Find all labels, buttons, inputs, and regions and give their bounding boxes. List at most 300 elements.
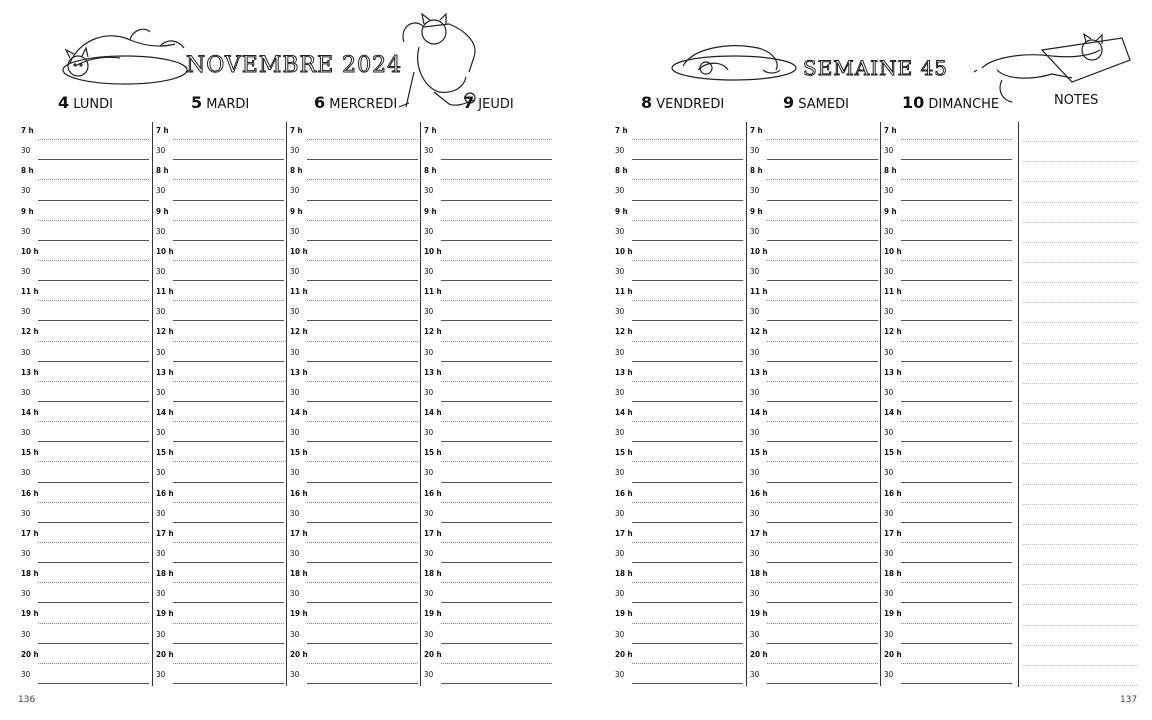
time-slot[interactable] — [153, 444, 285, 464]
time-slot[interactable] — [612, 626, 744, 646]
time-slot[interactable] — [18, 142, 150, 162]
time-slot[interactable] — [421, 404, 553, 424]
time-slot[interactable] — [421, 283, 553, 303]
writing-line — [173, 179, 284, 180]
time-label: 30 — [884, 387, 894, 397]
time-label: 13 h — [21, 367, 39, 377]
writing-line — [901, 341, 1012, 342]
time-slot[interactable] — [421, 344, 553, 364]
time-slot[interactable] — [287, 646, 419, 666]
time-label: 30 — [750, 146, 760, 156]
time-label: 10 h — [424, 246, 442, 256]
day-column-mercredi — [286, 122, 419, 686]
time-slot[interactable] — [747, 505, 879, 525]
time-slot[interactable] — [421, 122, 553, 142]
time-slot[interactable] — [153, 565, 285, 585]
time-slot[interactable] — [18, 464, 150, 484]
time-slot[interactable] — [287, 243, 419, 263]
time-slot[interactable] — [153, 545, 285, 565]
time-slot[interactable] — [18, 404, 150, 424]
time-slot[interactable] — [287, 203, 419, 223]
time-label: 19 h — [156, 609, 174, 619]
writing-line — [173, 562, 284, 563]
notes-line — [1023, 485, 1137, 505]
time-slot[interactable] — [153, 223, 285, 243]
time-slot[interactable] — [421, 585, 553, 605]
time-slot[interactable] — [421, 505, 553, 525]
time-slot[interactable] — [153, 585, 285, 605]
notes-line — [1023, 605, 1137, 625]
day-number: 7 — [463, 93, 475, 112]
time-label: 14 h — [615, 407, 633, 417]
time-slot[interactable] — [421, 182, 553, 202]
writing-line — [307, 280, 418, 281]
time-label: 30 — [750, 669, 760, 679]
time-slot[interactable] — [421, 444, 553, 464]
writing-line — [901, 220, 1012, 221]
writing-line — [173, 461, 284, 462]
writing-line — [38, 482, 149, 483]
notes-line — [1023, 545, 1137, 565]
time-label: 15 h — [21, 448, 39, 458]
time-label: 12 h — [156, 327, 174, 337]
time-slot[interactable] — [747, 203, 879, 223]
time-slot[interactable] — [747, 444, 879, 464]
time-slot[interactable] — [287, 424, 419, 444]
time-slot[interactable] — [18, 646, 150, 666]
writing-line — [307, 220, 418, 221]
time-slot[interactable] — [747, 485, 879, 505]
time-slot[interactable] — [153, 344, 285, 364]
time-slot[interactable] — [747, 142, 879, 162]
time-slot[interactable] — [747, 384, 879, 404]
time-label: 30 — [884, 146, 894, 156]
time-slot[interactable] — [421, 384, 553, 404]
time-slot[interactable] — [153, 142, 285, 162]
time-slot[interactable] — [18, 666, 150, 686]
time-slot[interactable] — [747, 223, 879, 243]
time-label: 18 h — [424, 569, 442, 579]
time-slot[interactable] — [612, 404, 744, 424]
time-slot[interactable] — [18, 585, 150, 605]
time-slot[interactable] — [881, 182, 1013, 202]
time-slot[interactable] — [421, 605, 553, 625]
time-slot[interactable] — [287, 323, 419, 343]
day-number: 9 — [783, 93, 795, 112]
time-slot[interactable] — [421, 545, 553, 565]
time-slot[interactable] — [747, 182, 879, 202]
time-slot[interactable] — [153, 323, 285, 343]
time-slot[interactable] — [153, 263, 285, 283]
time-slot[interactable] — [612, 162, 744, 182]
time-slot[interactable] — [421, 323, 553, 343]
time-slot[interactable] — [287, 404, 419, 424]
time-slot[interactable] — [747, 605, 879, 625]
time-slot[interactable] — [881, 545, 1013, 565]
writing-line — [307, 179, 418, 180]
time-slot[interactable] — [747, 666, 879, 686]
time-slot[interactable] — [153, 404, 285, 424]
time-slot[interactable] — [612, 666, 744, 686]
time-slot[interactable] — [18, 505, 150, 525]
time-slot[interactable] — [747, 243, 879, 263]
time-label: 30 — [615, 347, 625, 357]
time-label: 30 — [424, 428, 434, 438]
time-slot[interactable] — [287, 384, 419, 404]
time-slot[interactable] — [18, 424, 150, 444]
time-slot[interactable] — [881, 444, 1013, 464]
time-slot[interactable] — [287, 283, 419, 303]
time-slot[interactable] — [18, 203, 150, 223]
time-slot[interactable] — [421, 162, 553, 182]
time-slot[interactable] — [153, 424, 285, 444]
time-label: 14 h — [424, 407, 442, 417]
time-label: 10 h — [290, 246, 308, 256]
time-slot[interactable] — [287, 666, 419, 686]
time-label: 30 — [750, 186, 760, 196]
day-number: 10 — [902, 93, 925, 112]
time-slot[interactable] — [153, 605, 285, 625]
time-slot[interactable] — [881, 464, 1013, 484]
time-label: 30 — [290, 186, 300, 196]
time-slot[interactable] — [18, 344, 150, 364]
time-slot[interactable] — [612, 182, 744, 202]
time-label: 17 h — [615, 528, 633, 538]
time-slot[interactable] — [881, 364, 1013, 384]
time-slot[interactable] — [18, 605, 150, 625]
time-slot[interactable] — [421, 626, 553, 646]
notes-line — [1023, 263, 1137, 283]
time-slot[interactable] — [421, 142, 553, 162]
day-name: SAMEDI — [798, 97, 849, 112]
time-slot[interactable] — [287, 182, 419, 202]
writing-line — [441, 542, 552, 543]
time-slot[interactable] — [287, 485, 419, 505]
time-slot[interactable] — [612, 545, 744, 565]
writing-line — [173, 643, 284, 644]
day-name: LUNDI — [73, 97, 113, 112]
time-label: 20 h — [156, 649, 174, 659]
notes-line — [1023, 666, 1137, 686]
time-slot[interactable] — [287, 223, 419, 243]
time-slot[interactable] — [612, 243, 744, 263]
time-slot[interactable] — [881, 605, 1013, 625]
time-slot[interactable] — [153, 203, 285, 223]
time-label: 30 — [615, 428, 625, 438]
time-slot[interactable] — [287, 565, 419, 585]
time-slot[interactable] — [881, 666, 1013, 686]
writing-line — [307, 421, 418, 422]
time-label: 30 — [424, 387, 434, 397]
time-label: 30 — [884, 428, 894, 438]
time-label: 30 — [156, 226, 166, 236]
time-slot[interactable] — [747, 565, 879, 585]
time-label: 20 h — [21, 649, 39, 659]
time-label: 30 — [21, 589, 31, 599]
writing-line — [441, 179, 552, 180]
time-label: 19 h — [615, 609, 633, 619]
time-slot[interactable] — [612, 505, 744, 525]
time-label: 30 — [750, 468, 760, 478]
writing-line — [901, 401, 1012, 402]
time-slot[interactable] — [18, 384, 150, 404]
time-slot[interactable] — [881, 223, 1013, 243]
time-slot[interactable] — [612, 122, 744, 142]
time-label: 30 — [424, 186, 434, 196]
time-slot[interactable] — [881, 122, 1013, 142]
time-slot[interactable] — [881, 565, 1013, 585]
time-slot[interactable] — [287, 605, 419, 625]
time-slot[interactable] — [18, 122, 150, 142]
time-slot[interactable] — [881, 404, 1013, 424]
time-slot[interactable] — [18, 525, 150, 545]
time-slot[interactable] — [747, 404, 879, 424]
time-slot[interactable] — [612, 263, 744, 283]
time-slot[interactable] — [153, 364, 285, 384]
writing-line — [441, 623, 552, 624]
time-slot[interactable] — [153, 162, 285, 182]
time-slot[interactable] — [287, 545, 419, 565]
notes-area[interactable] — [1018, 122, 1137, 687]
time-slot[interactable] — [612, 525, 744, 545]
time-slot[interactable] — [881, 323, 1013, 343]
time-slot[interactable] — [421, 666, 553, 686]
writing-line — [307, 683, 418, 684]
notes-line — [1023, 122, 1137, 142]
time-slot[interactable] — [881, 585, 1013, 605]
time-slot[interactable] — [421, 203, 553, 223]
time-slot[interactable] — [612, 424, 744, 444]
time-slot[interactable] — [612, 485, 744, 505]
time-slot[interactable] — [18, 545, 150, 565]
time-slot[interactable] — [612, 223, 744, 243]
time-slot[interactable] — [612, 565, 744, 585]
time-slot[interactable] — [747, 162, 879, 182]
time-slot[interactable] — [421, 364, 553, 384]
time-slot[interactable] — [612, 303, 744, 323]
writing-line — [901, 502, 1012, 503]
time-slot[interactable] — [18, 283, 150, 303]
time-label: 30 — [21, 468, 31, 478]
time-slot[interactable] — [153, 303, 285, 323]
time-slot[interactable] — [287, 263, 419, 283]
time-label: 30 — [21, 387, 31, 397]
time-slot[interactable] — [18, 182, 150, 202]
page-number-left: 136 — [18, 695, 36, 705]
time-label: 8 h — [884, 166, 897, 176]
day-header-mercredi — [314, 93, 397, 112]
time-slot[interactable] — [18, 263, 150, 283]
time-slot[interactable] — [881, 505, 1013, 525]
time-slot[interactable] — [881, 283, 1013, 303]
time-slot[interactable] — [153, 182, 285, 202]
time-label: 19 h — [424, 609, 442, 619]
time-slot[interactable] — [612, 384, 744, 404]
time-slot[interactable] — [421, 243, 553, 263]
time-slot[interactable] — [747, 344, 879, 364]
writing-line — [173, 220, 284, 221]
time-label: 16 h — [884, 488, 902, 498]
time-slot[interactable] — [747, 323, 879, 343]
time-label: 30 — [21, 146, 31, 156]
time-slot[interactable] — [747, 303, 879, 323]
time-slot[interactable] — [18, 485, 150, 505]
time-label: 12 h — [615, 327, 633, 337]
time-slot[interactable] — [881, 263, 1013, 283]
writing-line — [767, 683, 878, 684]
time-slot[interactable] — [421, 223, 553, 243]
time-slot[interactable] — [747, 646, 879, 666]
time-slot[interactable] — [747, 424, 879, 444]
time-label: 30 — [156, 508, 166, 518]
day-header-vendredi — [641, 93, 724, 112]
writing-line — [173, 421, 284, 422]
time-slot[interactable] — [287, 444, 419, 464]
time-slot[interactable] — [747, 525, 879, 545]
time-slot[interactable] — [18, 565, 150, 585]
writing-line — [38, 159, 149, 160]
time-slot[interactable] — [881, 485, 1013, 505]
time-slot[interactable] — [747, 364, 879, 384]
time-slot[interactable] — [287, 585, 419, 605]
writing-line — [767, 441, 878, 442]
time-slot[interactable] — [747, 464, 879, 484]
time-slot[interactable] — [153, 384, 285, 404]
writing-line — [767, 643, 878, 644]
time-slot[interactable] — [612, 585, 744, 605]
time-slot[interactable] — [747, 122, 879, 142]
time-slot[interactable] — [18, 626, 150, 646]
time-slot[interactable] — [612, 364, 744, 384]
time-slot[interactable] — [747, 283, 879, 303]
time-slot[interactable] — [612, 203, 744, 223]
time-slot[interactable] — [881, 626, 1013, 646]
writing-line — [441, 320, 552, 321]
time-slot[interactable] — [287, 464, 419, 484]
time-slot[interactable] — [421, 303, 553, 323]
time-slot[interactable] — [881, 424, 1013, 444]
time-slot[interactable] — [881, 646, 1013, 666]
writing-line — [767, 200, 878, 201]
time-slot[interactable] — [18, 303, 150, 323]
time-slot[interactable] — [421, 424, 553, 444]
time-slot[interactable] — [881, 344, 1013, 364]
time-slot[interactable] — [421, 464, 553, 484]
time-slot[interactable] — [747, 585, 879, 605]
writing-line — [38, 320, 149, 321]
time-slot[interactable] — [421, 646, 553, 666]
time-label: 30 — [21, 629, 31, 639]
time-slot[interactable] — [153, 464, 285, 484]
time-label: 12 h — [884, 327, 902, 337]
notes-line — [1023, 364, 1137, 384]
time-slot[interactable] — [287, 162, 419, 182]
time-label: 30 — [615, 146, 625, 156]
cat-lying-illustration-icon — [50, 18, 190, 90]
time-slot[interactable] — [18, 162, 150, 182]
time-slot[interactable] — [287, 364, 419, 384]
time-slot[interactable] — [153, 666, 285, 686]
time-slot[interactable] — [287, 142, 419, 162]
time-label: 12 h — [424, 327, 442, 337]
time-slot[interactable] — [153, 485, 285, 505]
writing-line — [767, 461, 878, 462]
time-label: 16 h — [290, 488, 308, 498]
time-label: 30 — [290, 468, 300, 478]
time-label: 30 — [615, 307, 625, 317]
time-slot[interactable] — [612, 646, 744, 666]
time-slot[interactable] — [881, 162, 1013, 182]
time-label: 30 — [290, 589, 300, 599]
time-label: 30 — [156, 186, 166, 196]
writing-line — [901, 482, 1012, 483]
time-label: 10 h — [21, 246, 39, 256]
writing-line — [901, 683, 1012, 684]
time-slot[interactable] — [612, 142, 744, 162]
time-slot[interactable] — [287, 344, 419, 364]
time-slot[interactable] — [18, 444, 150, 464]
time-slot[interactable] — [287, 122, 419, 142]
time-label: 30 — [156, 347, 166, 357]
time-slot[interactable] — [18, 243, 150, 263]
time-slot[interactable] — [881, 243, 1013, 263]
time-slot[interactable] — [881, 384, 1013, 404]
time-slot[interactable] — [18, 364, 150, 384]
time-slot[interactable] — [153, 505, 285, 525]
time-slot[interactable] — [421, 485, 553, 505]
writing-line — [173, 683, 284, 684]
time-slot[interactable] — [747, 626, 879, 646]
time-label: 30 — [750, 347, 760, 357]
writing-line — [632, 482, 743, 483]
time-slot[interactable] — [881, 142, 1013, 162]
time-slot[interactable] — [18, 323, 150, 343]
time-slot[interactable] — [421, 263, 553, 283]
time-slot[interactable] — [421, 565, 553, 585]
time-slot[interactable] — [18, 223, 150, 243]
time-slot[interactable] — [612, 605, 744, 625]
writing-line — [307, 461, 418, 462]
time-slot[interactable] — [153, 283, 285, 303]
time-slot[interactable] — [421, 525, 553, 545]
writing-line — [901, 663, 1012, 664]
writing-line — [173, 260, 284, 261]
time-slot[interactable] — [153, 122, 285, 142]
time-slot[interactable] — [153, 243, 285, 263]
time-slot[interactable] — [612, 323, 744, 343]
time-slot[interactable] — [287, 525, 419, 545]
writing-line — [901, 159, 1012, 160]
time-slot[interactable] — [153, 525, 285, 545]
time-slot[interactable] — [612, 344, 744, 364]
time-slot[interactable] — [612, 283, 744, 303]
time-slot[interactable] — [747, 545, 879, 565]
time-slot[interactable] — [881, 203, 1013, 223]
time-label: 13 h — [290, 367, 308, 377]
time-slot[interactable] — [153, 626, 285, 646]
time-label: 30 — [290, 508, 300, 518]
time-slot[interactable] — [881, 525, 1013, 545]
time-slot[interactable] — [153, 646, 285, 666]
time-slot[interactable] — [287, 626, 419, 646]
time-slot[interactable] — [287, 505, 419, 525]
time-slot[interactable] — [612, 444, 744, 464]
time-slot[interactable] — [287, 303, 419, 323]
time-slot[interactable] — [747, 263, 879, 283]
time-label: 30 — [290, 669, 300, 679]
time-slot[interactable] — [612, 464, 744, 484]
time-slot[interactable] — [881, 303, 1013, 323]
